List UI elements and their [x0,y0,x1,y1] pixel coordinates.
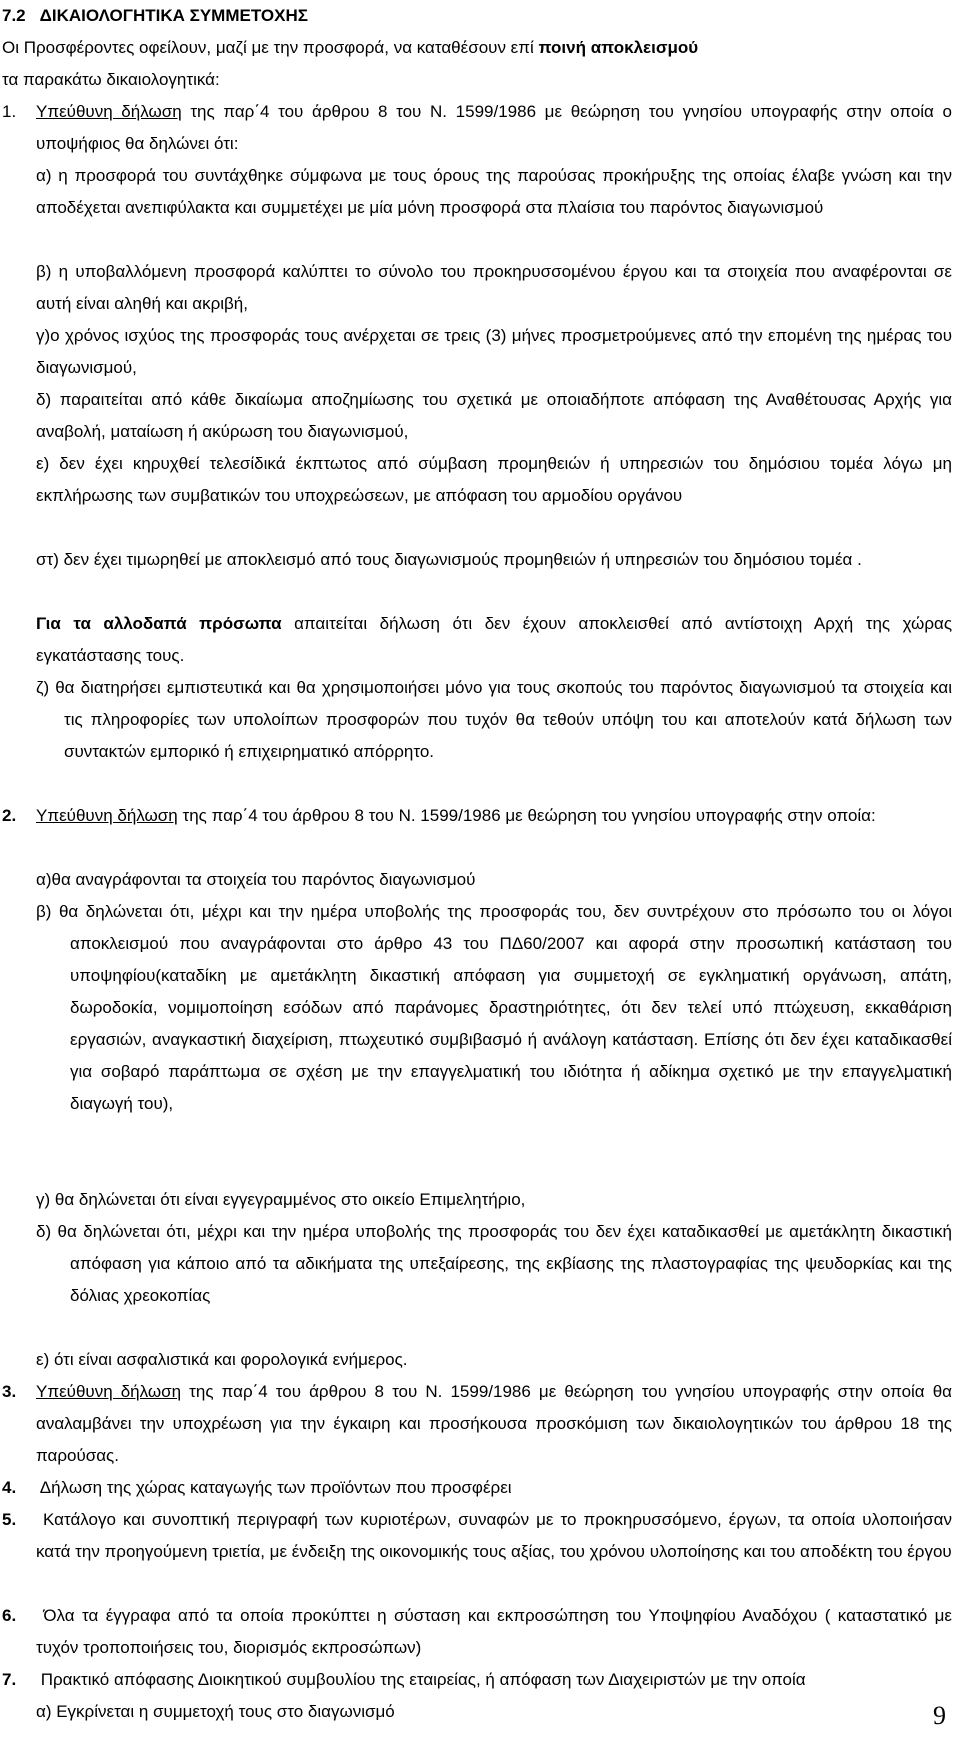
item-7 [2,1664,952,1696]
item-1-d: δ) παραιτείται από κάθε δικαίωμα αποζημίωσης του σχετικά με οποιαδήποτε απόφαση της Αναθέτουσας Αρχής για αναβολή, ματαίωση ή ακύρωση του διαγωνισμού, [36,390,952,441]
item-2-number: 2. [2,806,17,825]
item-7-a: α) Εγκρίνεται η συμμετοχή τους στο διαγωνισμό [36,1702,395,1721]
item-4-text: Δήλωση της χώρας καταγωγής των προϊόντων που προσφέρει [36,1478,512,1497]
item-4-number: 4. [2,1478,17,1497]
item-7-number: 7. [2,1670,17,1689]
item-1-declaration-link[interactable]: Υπεύθυνη δήλωση [36,102,182,121]
item-7-text: Πρακτικό απόφασης Διοικητικού συμβουλίου της εταιρείας, ή απόφαση των Διαχειριστών με την οποία [36,1670,806,1689]
item-6-number: 6. [2,1606,17,1625]
item-3-declaration-link[interactable]: Υπεύθυνη δήλωση [36,1382,182,1401]
item-5-text: Κατάλογο και συνοπτική περιγραφή των κυριοτέρων, συναφών με το προκηρυσσόμενο, έργων, τα οποία υλοποιήσαν κατά την προηγούμενη τριετία, με ένδειξη της οικονομικής τους αξίας, του χρόνου υλοποίησης και του αποδέκτη του έργου [36,1510,952,1561]
item-1-z: ζ) θα διατηρήσει εμπιστευτικά και θα χρησιμοποιήσει μόνο για τους σκοπούς του παρόντος διαγωνισμού τα στοιχεία και τις πληροφορίες των υπολοίπων προσφορών που τυχόν θα τεθούν υπόψη του και αποτελούν κατά δήλωση των συντακτών εμπορικό ή επιχειρηματικό απόρρητο. [36,678,952,761]
item-2-e: ε) ότι είναι ασφαλιστικά και φορολογικά ενήμερος. [36,1350,408,1369]
item-1-g: γ)ο χρόνος ισχύος της προσφοράς τους ανέρχεται σε τρεις (3) μήνες προσμετρούμενες από την επομένη της ημέρας του διαγωνισμού, [36,326,952,377]
item-2-declaration-link[interactable]: Υπεύθυνη δήλωση [36,806,178,825]
item-1-b: β) η υποβαλλόμενη προσφορά καλύπτει το σύνολο του προκηρυσσομένου έργου και τα στοιχεία που αναφέρονται σε αυτή είναι αληθή και ακριβή, [36,262,952,313]
item-2-d: δ) θα δηλώνεται ότι, μέχρι και την ημέρα υποβολής της προσφοράς του δεν έχει καταδικασθεί με αμετάκλητη δικαστική απόφαση για κάποιο από τα αδικήματα της υπεξαίρεσης, της εκβίασης της πλαστογραφίας της ψευδορκίας και της δόλιας χρεοκοπίας [36,1222,952,1305]
item-1-heading [2,96,952,160]
item-2-b: β) θα δηλώνεται ότι, μέχρι και την ημέρα υποβολής της προσφοράς του, δεν συντρέχουν στο πρόσωπο του οι λόγοι αποκλεισμού που αναγράφονται στο άρθρο 43 του ΠΔ60/2007 και αφορά στην προσωπική κατάσταση του υποψηφίου(καταδίκη με αμετάκλητη δικαστική απόφαση για συμμετοχή σε εγκληματική οργάνωση, απάτη, δωροδοκία, νομιμοποίηση εσόδων από παράνομες δραστηριότητες, ότι δεν τελεί υπό πτώχευση, εκκαθάριση εργασιών, αναγκαστική διαχείριση, πτωχευτικό συμβιβασμό ή ανάλογη κατάσταση. Επίσης ότι δεν έχει καταδικασθεί για σοβαρό παράπτωμα σε σχέση με την επαγγελματική του ιδιότητα ή αδίκημα σχετικό με την επαγγελματική διαγωγή του), [36,902,952,1113]
intro-paragraph [2,32,952,96]
item-1-st: στ) δεν έχει τιμωρηθεί με αποκλεισμό από τους διαγωνισμούς προμηθειών ή υπηρεσιών του δημόσιου τομέα . [36,550,862,569]
item-6-text: Όλα τα έγγραφα από τα οποία προκύπτει η σύσταση και εκπροσώπηση του Υποψηφίου Αναδόχου ( καταστατικό με τυχόν τροποποιήσεις του, διορισμός εκπροσώπων) [36,1606,952,1657]
intro-bold-text: ποινή αποκλεισμού [538,38,699,57]
item-5 [2,1504,952,1568]
intro-text-2: τα παρακάτω δικαιολογητικά: [2,70,220,89]
page-number: 9 [933,1701,946,1730]
item-2-text: της παρ΄4 του άρθρου 8 του Ν. 1599/1986 με θεώρηση του γνησίου υπογραφής στην οποία: [177,806,876,825]
item-1-number: 1. [2,102,17,121]
item-4 [2,1472,952,1504]
item-2-a: α)θα αναγράφονται τα στοιχεία του παρόντος διαγωνισμού [36,870,476,889]
item-1-a: α) η προσφορά του συντάχθηκε σύμφωνα με τους όρους της παρούσας προκήρυξης της οποίας έλαβε γνώση και την αποδέχεται ανεπιφύλακτα και συμμετέχει με μία μόνη προσφορά στα πλαίσια του παρόντος διαγωνισμού [36,166,952,217]
intro-text: Οι Προσφέροντες οφείλουν, μαζί με την προσφορά, να καταθέσουν επί [2,38,539,57]
item-2-g: γ) θα δηλώνεται ότι είναι εγγεγραμμένος στο οικείο Επιμελητήριο, [36,1190,526,1209]
section-title: ΔΙΚΑΙΟΛΟΓΗΤΙΚΑ ΣΥΜΜΕΤΟΧΗΣ [39,6,308,25]
item-3-heading [2,1376,952,1472]
section-number: 7.2 [2,6,26,25]
item-6 [2,1600,952,1664]
item-3-number: 3. [2,1382,17,1401]
item-3-text: της παρ΄4 του άρθρου 8 του Ν. 1599/1986 με θεώρηση του γνησίου υπογραφής στην οποία θα αναλαμβάνει την υποχρέωση για την έγκαιρη και προσήκουσα προσκόμιση των δικαιολογητικών του άρθρου 18 της παρούσας. [36,1382,952,1465]
item-1-text: της παρ΄4 του άρθρου 8 του Ν. 1599/1986 με θεώρηση του γνησίου υπογραφής στην οποία ο υποψήφιος θα δηλώνει ότι: [36,102,952,153]
item-1-e: ε) δεν έχει κηρυχθεί τελεσίδικά έκπτωτος από σύμβαση προμηθειών ή υπηρεσιών του δημόσιου τομέα λόγω μη εκπλήρωσης των συμβατικών του υποχρεώσεων, με απόφαση του αρμοδίου οργάνου [36,454,952,505]
section-heading [2,0,308,32]
foreign-bold-text: Για τα αλλοδαπά πρόσωπα [36,614,282,633]
item-1-foreign [36,608,952,672]
item-5-number: 5. [2,1510,17,1529]
item-2-heading [2,800,952,832]
foreign-text: απαιτείται δήλωση ότι δεν έχουν αποκλεισθεί από αντίστοιχη Αρχή της χώρας εγκατάστασης τους. [36,614,953,665]
